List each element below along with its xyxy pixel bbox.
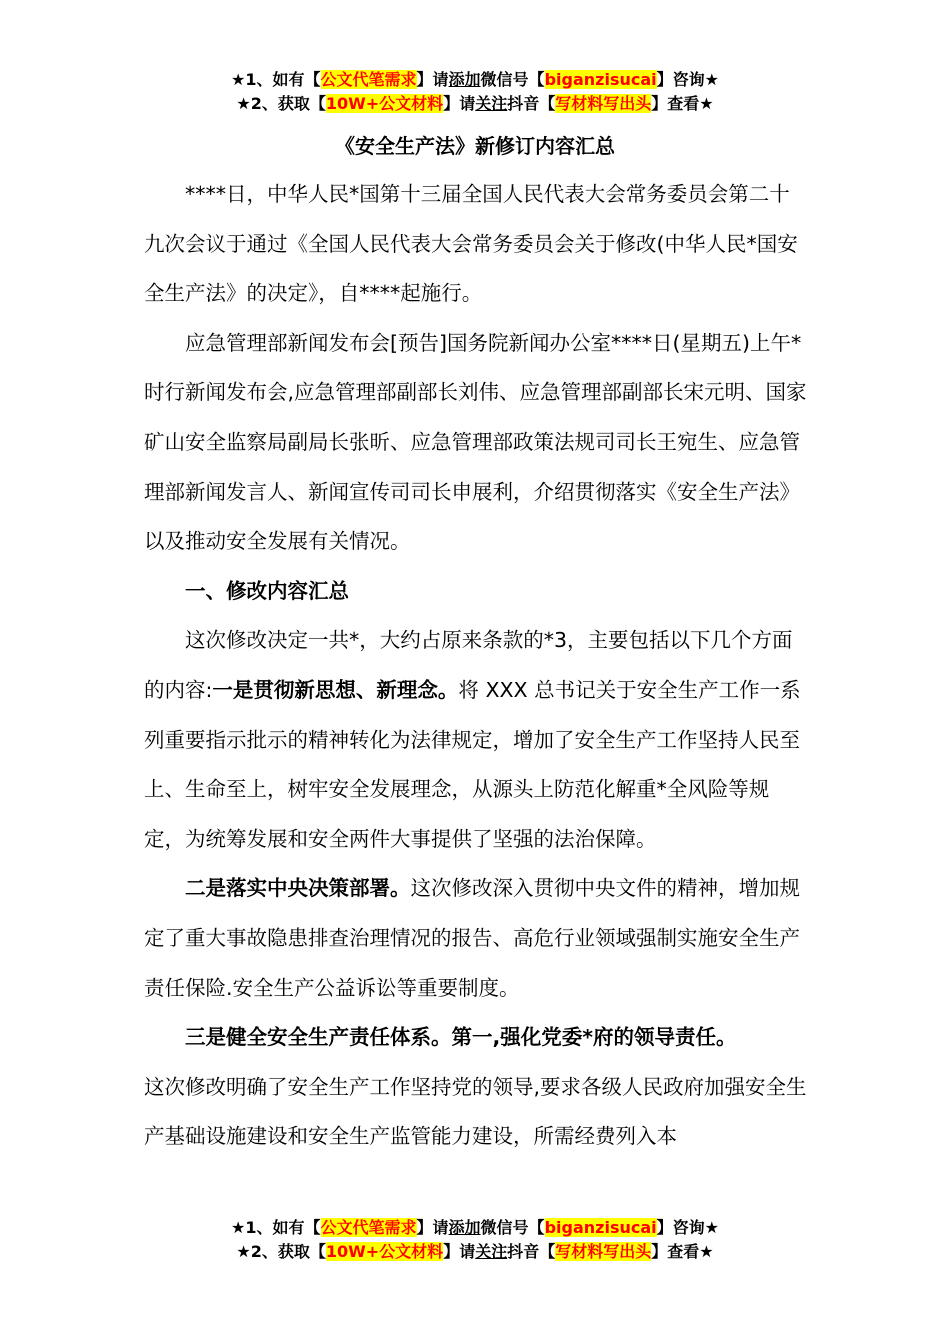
paragraph-5-heading: 三是健全安全生产责任体系。第一,强化党委*府的领导责任。 (185, 1025, 737, 1050)
document-body (144, 170, 808, 1162)
highlight-service: 公文代笔需求 (320, 70, 417, 89)
highlight-douyin: 写材料写出头 (555, 1242, 652, 1261)
star-icon: ★ (236, 1242, 251, 1261)
banner-line-2: ★2、获取【10W+公文材料】请关注抖音【写材料写出头】查看★ (236, 1242, 714, 1261)
highlight-wechat-id: biganzisucai (544, 1218, 657, 1237)
banner-line-1: ★1、如有【公文代笔需求】请添加微信号【biganzisucai】咨询★ (231, 1218, 719, 1237)
highlight-materials: 10W+公文材料 (325, 94, 444, 113)
banner-line-1: ★1、如有【公文代笔需求】请添加微信号【biganzisucai】咨询★ (231, 70, 719, 89)
header-banner (0, 68, 950, 116)
star-icon: ★ (704, 70, 719, 89)
highlight-service: 公文代笔需求 (320, 1218, 417, 1237)
paragraph-3: 这次修改决定一共*，大约占原来条款的*3，主要包括以下几个方面的内容:一是贯彻新思想、新理念。将 XXX 总书记关于安全生产工作一系列重要指示批示的精神转化为法律规定，增加了安全生产工作坚持人民至上、生命至上，树牢安全发展理念，从源头上防范化解重*全风险等规定，为统筹发展和安全两件大事提供了坚强的法治保障。 (144, 628, 801, 851)
document-title: 《安全生产法》新修订内容汇总 (335, 134, 615, 158)
banner-line-2: ★2、获取【10W+公文材料】请关注抖音【写材料写出头】查看★ (236, 94, 714, 113)
paragraph-1: ****日，中华人民*国第十三届全国人民代表大会常务委员会第二十九次会议于通过《全国人民代表大会常务委员会关于修改(中华人民*国安全生产法》的决定》，自****起施行。 (144, 182, 798, 306)
highlight-douyin: 写材料写出头 (555, 94, 652, 113)
highlight-wechat-id: biganzisucai (544, 70, 657, 89)
star-icon: ★ (231, 1218, 246, 1237)
star-icon: ★ (236, 94, 251, 113)
star-icon: ★ (231, 70, 246, 89)
paragraph-5: 这次修改明确了安全生产工作坚持党的领导,要求各级人民政府加强安全生产基础设施建设和安全生产监管能力建设，所需经费列入本 (144, 1074, 807, 1149)
section-heading: 一、修改内容汇总 (185, 578, 349, 603)
star-icon: ★ (699, 94, 714, 113)
paragraph-2: 应急管理部新闻发布会[预告]国务院新闻办公室****日(星期五)上午*时行新闻发布会,应急管理部副部长刘伟、应急管理部副部长宋元明、国家矿山安全监察局副局长张昕、应急管理部政策法规司司长王宛生、应急管理部新闻发言人、新闻宣传司司长申展利，介绍贯彻落实《安全生产法》以及推动安全发展有关情况。 (144, 330, 807, 554)
highlight-materials: 10W+公文材料 (325, 1242, 444, 1261)
star-icon: ★ (704, 1218, 719, 1237)
footer-banner (0, 1216, 950, 1264)
paragraph-4: 二是落实中央决策部署。这次修改深入贯彻中央文件的精神，增加规定了重大事故隐患排查治理情况的报告、高危行业领域强制实施安全生产责任保险.安全生产公益诉讼等重要制度。 (144, 876, 800, 1000)
star-icon: ★ (699, 1242, 714, 1261)
